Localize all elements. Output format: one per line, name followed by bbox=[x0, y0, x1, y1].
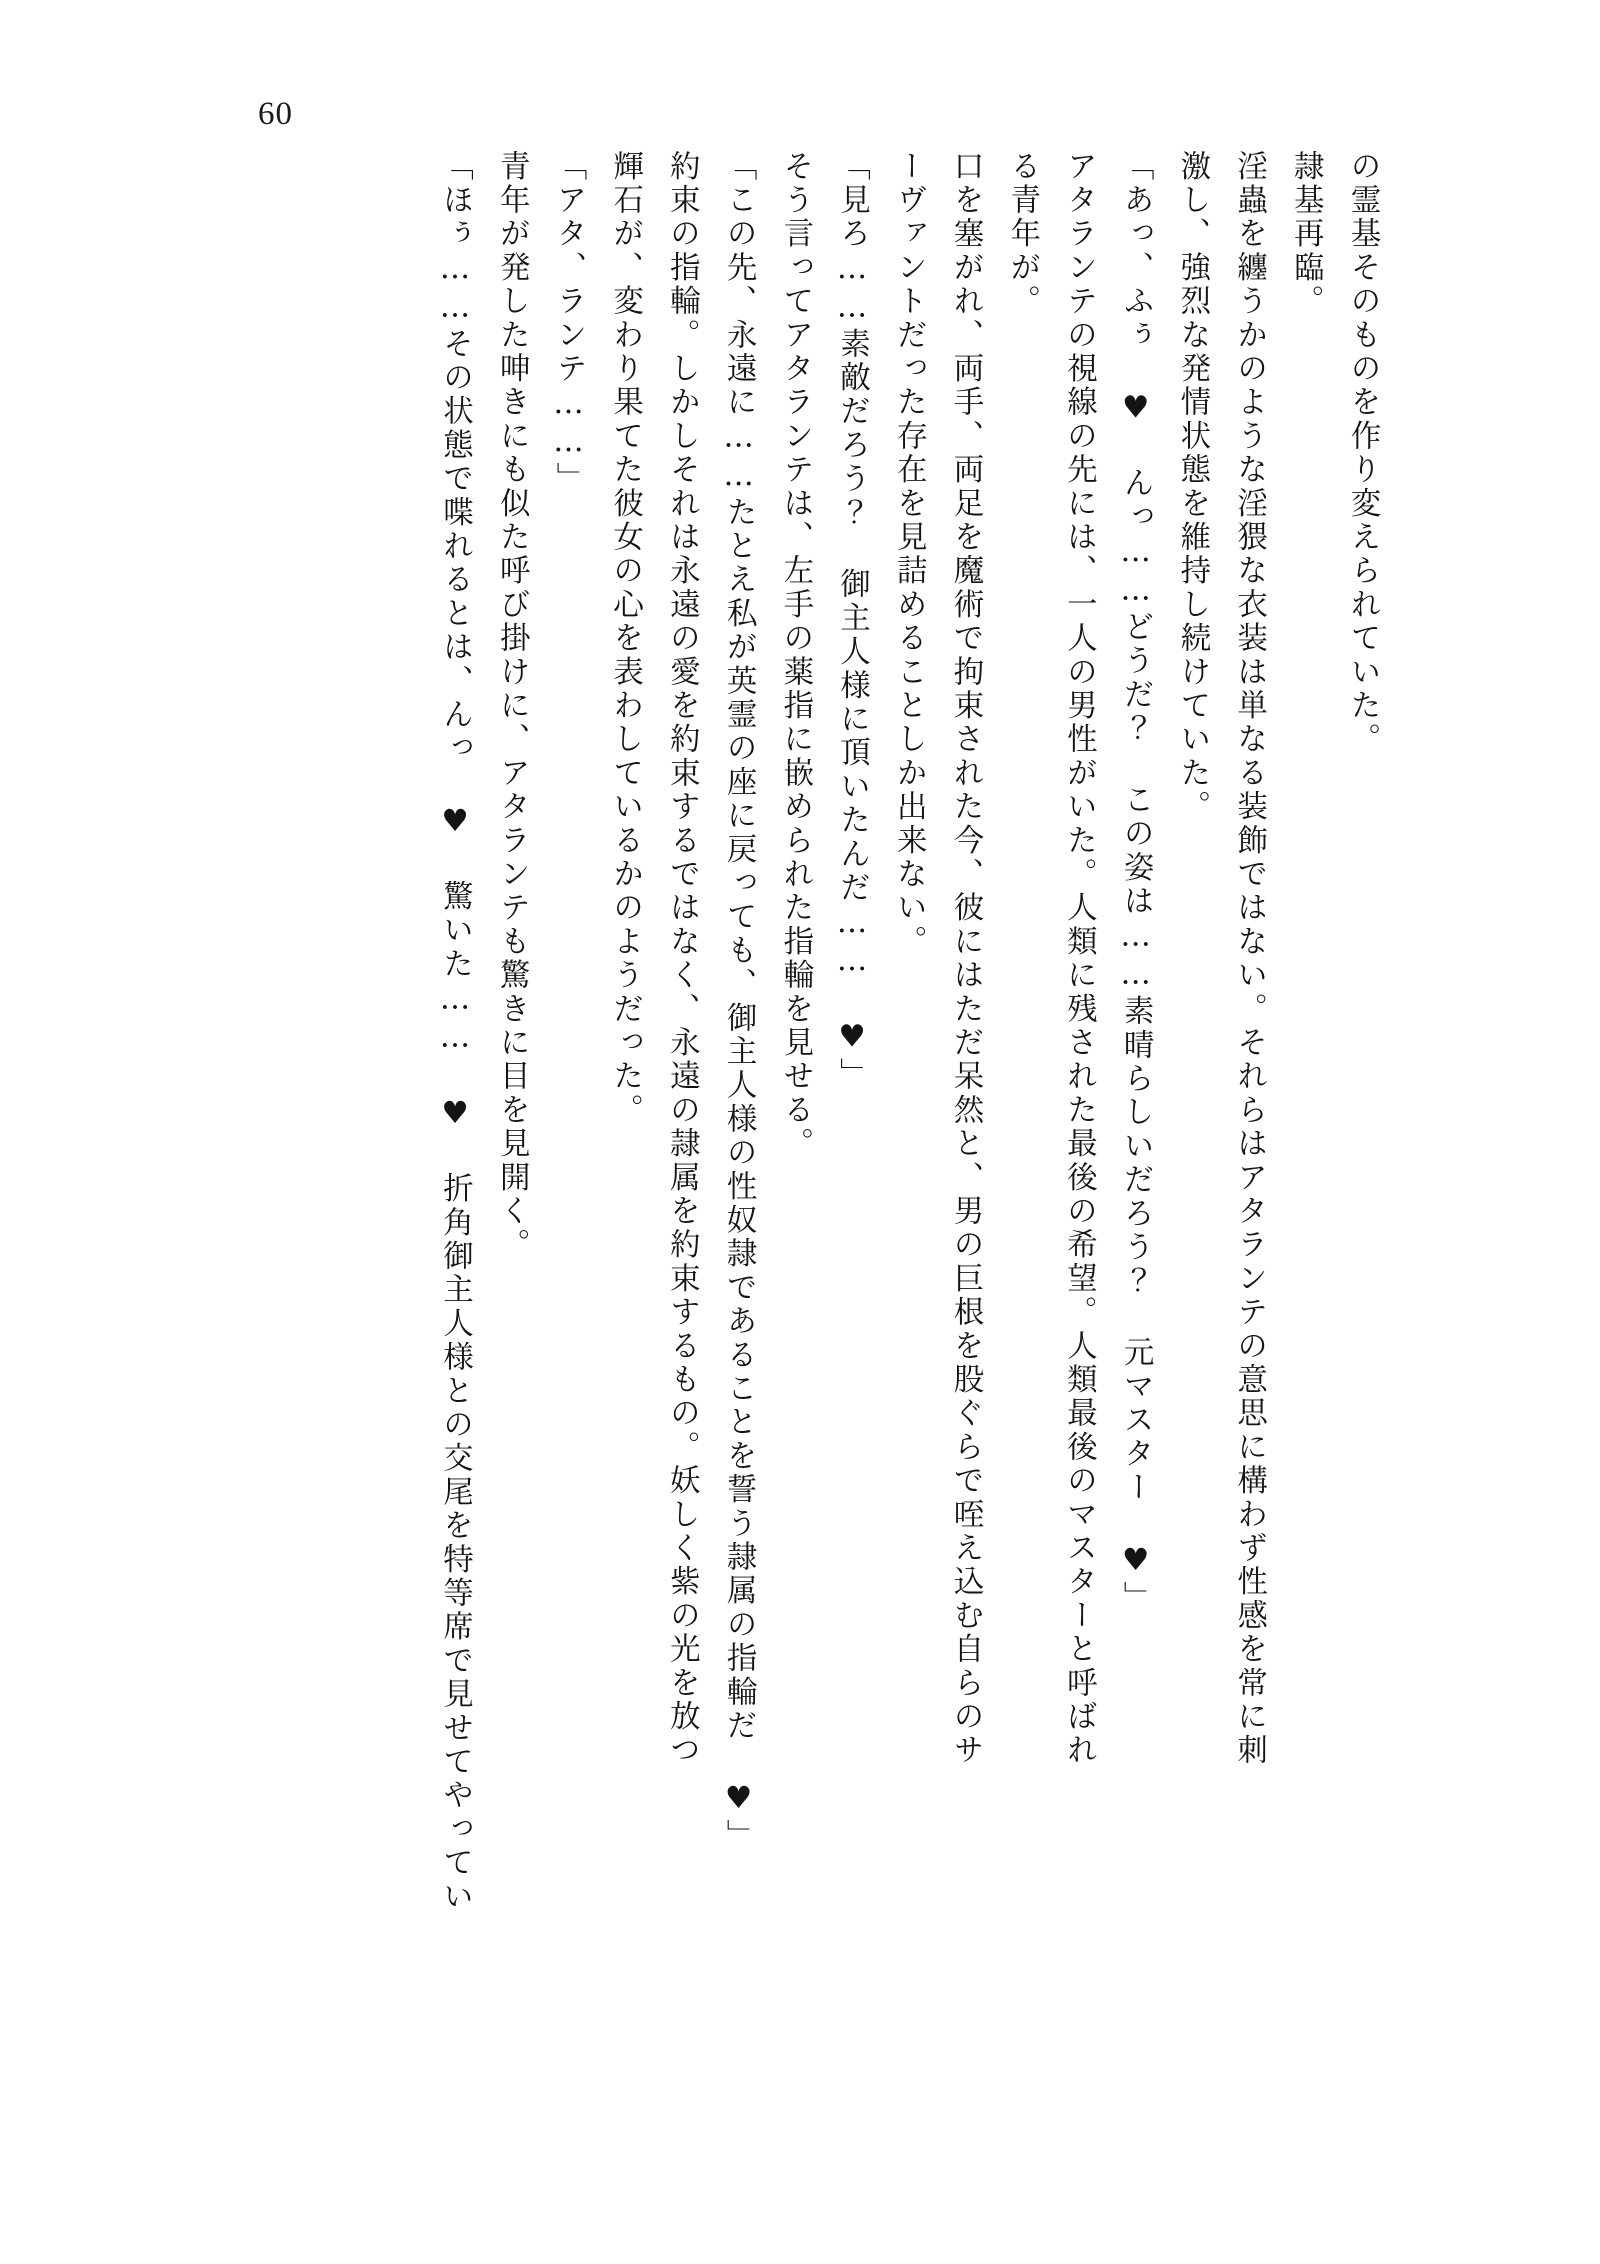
paragraph: アタランテの視線の先には、一人の男性がいた。人類に残された最後の希望。人類最後のマスターと呼ばれ bbox=[1061, 150, 1097, 1768]
paragraph: 輝石が、変わり果てた彼女の心を表わしているかのようだった。 bbox=[607, 150, 643, 1128]
paragraph: 隷基再臨。 bbox=[1288, 150, 1324, 319]
paragraph: る青年が。 bbox=[1004, 150, 1040, 319]
paragraph: 激し、強烈な発情状態を維持し続けていた。 bbox=[1174, 150, 1210, 824]
paragraph: 「この先、永遠に……たとえ私が英霊の座に戻っても、御主人様の性奴隷であることを誓う隷属の指輪だ ♥」 bbox=[721, 150, 757, 1853]
paragraph: 「アタ、ランテ……」 bbox=[550, 150, 586, 496]
paragraph: 約束の指輪。しかしそれは永遠の愛を約束するではなく、永遠の隷属を約束するもの。妖しく紫の光を放つ bbox=[664, 150, 700, 1768]
page-body-text bbox=[426, 150, 1390, 2080]
paragraph: 「ほぅ……その状態で喋れるとは、んっ ♥ 驚いた…… ♥ 折角御主人様との交尾を特等席で見せてやってい bbox=[437, 150, 473, 1914]
paragraph: 「見ろ……素敵だろう？ 御主人様に頂いたんだ…… ♥」 bbox=[834, 150, 870, 1092]
paragraph: ーヴァントだった存在を見詰めることしか出来ない。 bbox=[891, 150, 927, 959]
paragraph: 「あっ、ふぅ ♥ んっ……どうだ？ この姿は……素晴らしいだろう？ 元マスター ♥」 bbox=[1118, 150, 1154, 1615]
paragraph: の霊基そのものを作り変えられていた。 bbox=[1345, 150, 1380, 757]
paragraph: 口を塞がれ、両手、両足を魔術で拘束された今、彼にはただ呆然と、男の巨根を股ぐらで咥え込む自らのサ bbox=[947, 150, 983, 1768]
paragraph: 淫蟲を纏うかのような淫猥な衣装は単なる装飾ではない。それらはアタランテの意思に構わず性感を常に刺 bbox=[1231, 150, 1267, 1768]
page-number: 60 bbox=[258, 96, 293, 132]
paragraph: そう言ってアタランテは、左手の薬指に嵌められた指輪を見せる。 bbox=[777, 150, 813, 1161]
paragraph: 青年が発した呻きにも似た呼び掛けに、アタランテも驚きに目を見開く。 bbox=[494, 150, 530, 1263]
